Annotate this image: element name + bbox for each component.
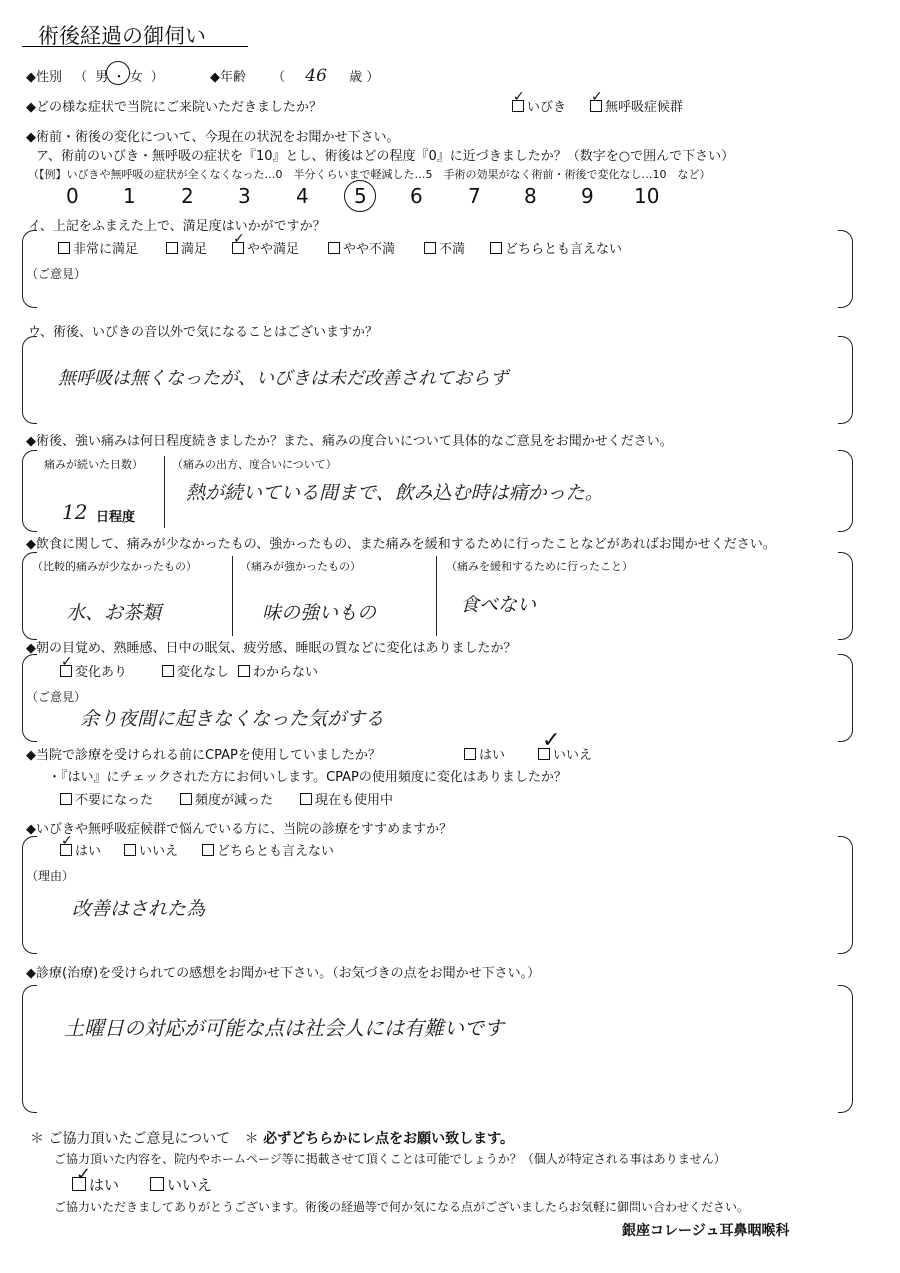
recommend-bracket-left	[22, 836, 37, 954]
age-label: ◆年齢	[210, 70, 246, 85]
pain-detail-label: （痛みの出方、度合いについて）	[172, 458, 337, 471]
age-close: ）	[366, 70, 380, 85]
age-unit: 歳	[349, 70, 363, 85]
sex-close: ）	[150, 70, 164, 85]
scale-9[interactable]: 9	[581, 184, 594, 208]
consent-bold-note: 必ずどちらかにレ点をお願い致します。	[263, 1131, 514, 1147]
satisfaction-option-5[interactable]: どちらとも言えない	[490, 238, 622, 257]
check-mark-snoring: ✓	[513, 89, 525, 105]
male-circle-mark	[106, 61, 130, 85]
food-col1-answer[interactable]: 水、お茶類	[66, 602, 162, 624]
cpap-sub-option-0[interactable]: 不要になった	[60, 789, 153, 808]
symptom-question: ◆どの様な症状で当院にご来院いただきましたか？	[26, 100, 322, 115]
recommend-option-0[interactable]: はい	[60, 840, 101, 859]
check-mark-sleep: ✓	[61, 654, 73, 670]
impression-question: ◆診療(治療)を受けられての感想をお聞かせ下さい。（お気づきの点をお聞かせ下さい。）	[26, 966, 541, 981]
check-mark-consent: ✓	[76, 1164, 92, 1185]
pain-days-value[interactable]: 12	[62, 500, 88, 524]
recommend-reason-label: （理由）	[26, 869, 75, 883]
sex-open: （	[74, 70, 88, 85]
thanks-text: ご協力いただきましてありがとうございます。術後の経過等で何か気になる点がございましたらお気軽に御問い合わせください。	[54, 1200, 750, 1214]
cpap-question: ◆当院で診療を受けられる前にCPAPを使用していましたか？	[26, 748, 381, 763]
check-mark-apnea: ✓	[591, 89, 603, 105]
satisfaction-option-0[interactable]: 非常に満足	[58, 238, 138, 257]
satisfaction-option-3[interactable]: やや不満	[328, 238, 395, 257]
recommend-question: ◆いびきや無呼吸症候群で悩んでいる方に、当院の診療をすすめますか？	[26, 822, 453, 837]
impression-bracket-right	[838, 985, 853, 1113]
apnea-label: 無呼吸症候群	[605, 100, 684, 115]
impression-answer[interactable]: 土曜日の対応が可能な点は社会人には有難いです	[64, 1016, 504, 1040]
cpap-sub-option-1[interactable]: 頻度が減った	[180, 789, 273, 808]
cpap-sub-option-2[interactable]: 現在も使用中	[300, 789, 393, 808]
scale-1[interactable]: 1	[123, 184, 136, 208]
pain-days-label: 痛みが続いた日数）	[44, 458, 143, 471]
cpap-sub-question: ・『はい』にチェックされた方にお伺いします。CPAPの使用頻度に変化はありましたか？	[48, 770, 567, 785]
satisfaction-option-4[interactable]: 不満	[424, 238, 465, 257]
food-col3-answer[interactable]: 食べない	[460, 594, 537, 616]
sleep-option-0[interactable]: 変化あり	[60, 661, 127, 680]
consent-star-1: ＊	[30, 1131, 44, 1147]
sleep-answer[interactable]: 余り夜間に起きなくなった気がする	[80, 708, 385, 730]
scale-4[interactable]: 4	[296, 184, 309, 208]
check-mark-cpap-no: ✓	[542, 728, 561, 753]
food-question: ◆飲食に関して、痛みが少なかったもの、強かったもの、また痛みを緩和するために行ったことなどがあればお聞かせください。	[26, 537, 776, 552]
symptom-option-apnea[interactable]	[590, 96, 683, 115]
scale-2[interactable]: 2	[181, 184, 194, 208]
consent-heading-row	[30, 1128, 514, 1148]
consent-option-yes[interactable]: はい	[72, 1174, 119, 1195]
scale-selected-circle	[344, 180, 376, 212]
pain-question: ◆術後、強い痛みは何日程度続きましたか？また、痛みの度合いについて具体的なご意見をお聞かせください。	[26, 434, 673, 449]
food-bracket-right	[838, 552, 853, 640]
recommend-option-2[interactable]: どちらとも言えない	[202, 840, 334, 859]
food-col1-label: （比較的痛みが少なかったもの）	[32, 560, 197, 573]
age-row	[210, 66, 379, 86]
satisfaction-option-2[interactable]: やや満足	[232, 238, 299, 257]
other-bracket-left	[22, 336, 37, 424]
scale-0[interactable]: 0	[66, 184, 79, 208]
age-value[interactable]: 46	[305, 66, 327, 86]
page-title: 術後経過の御伺い	[38, 24, 206, 48]
consent-question: ご協力頂いた内容を、院内やホームページ等に掲載させて頂くことは可能でしょうか？（個人が特定される事はありません）	[54, 1152, 726, 1166]
other-bracket-right	[838, 336, 853, 424]
scale-3[interactable]: 3	[238, 184, 251, 208]
sleep-bracket-right	[838, 654, 853, 742]
pain-divider	[164, 456, 165, 528]
sex-label: ◆性別	[26, 70, 62, 85]
satisfaction-bracket-right	[838, 230, 853, 308]
check-mark-recommend: ✓	[61, 833, 73, 849]
consent-heading: ご協力頂いたご意見について	[48, 1131, 231, 1147]
other-question: ウ、術後、いびきの音以外で気になることはございますか？	[28, 325, 378, 340]
sleep-option-2[interactable]: わからない	[238, 661, 318, 680]
cpap-option-yes[interactable]: はい	[464, 744, 505, 763]
recommend-answer[interactable]: 改善はされた為	[72, 898, 206, 920]
pain-days-unit: 日程度	[96, 510, 136, 525]
sleep-opinion-label: （ご意見）	[26, 690, 87, 704]
pain-detail-answer[interactable]: 熱が続いている間まで、飲み込む時は痛かった。	[186, 482, 604, 504]
title-underline	[22, 46, 248, 47]
food-divider-2	[436, 556, 437, 636]
sex-row	[26, 66, 164, 85]
scale-6[interactable]: 6	[410, 184, 423, 208]
change-heading: ◆術前・術後の変化について、今現在の状況をお聞かせ下さい。	[26, 130, 400, 145]
food-col2-answer[interactable]: 味の強いもの	[262, 602, 377, 624]
scale-7[interactable]: 7	[468, 184, 481, 208]
scale-10[interactable]: 10	[634, 184, 660, 208]
satisfaction-option-1[interactable]: 満足	[166, 238, 207, 257]
change-example: （【例】いびきや無呼吸の症状が全くなくなった…0 半分くらいまで軽減した…5 手術の効果がなく術前・術後で変化なし…10 など）	[28, 168, 711, 181]
sleep-question: ◆朝の目覚め、熟睡感、日中の眠気、疲労感、睡眠の質などに変化はありましたか？	[26, 641, 517, 656]
clinic-name: 銀座コレージュ耳鼻咽喉科	[622, 1223, 790, 1239]
food-col2-label: （痛みが強かったもの）	[240, 560, 361, 573]
pain-bracket-left	[22, 450, 37, 532]
change-question-a: ア、術前のいびき・無呼吸の症状を『10』とし、術後はどの程度『0』に近づきましたか？（数字を○で囲んで下さい）	[36, 149, 735, 164]
scale-8[interactable]: 8	[524, 184, 537, 208]
satisfaction-question: イ、上記をふまえた上で、満足度はいかがですか？	[28, 219, 326, 234]
impression-bracket-left	[22, 985, 37, 1113]
pain-bracket-right	[838, 450, 853, 532]
satisfaction-opinion-label: （ご意見）	[26, 267, 87, 281]
sleep-option-1[interactable]: 変化なし	[162, 661, 229, 680]
consent-option-no[interactable]: いいえ	[150, 1174, 212, 1195]
recommend-bracket-right	[838, 836, 853, 954]
sex-dot: ・	[112, 70, 126, 85]
other-answer[interactable]: 無呼吸は無くなったが、いびきは未だ改善されておらず	[58, 368, 508, 389]
food-col3-label: （痛みを緩和するために行ったこと）	[446, 560, 633, 573]
cpap-option-no[interactable]: いいえ	[538, 744, 592, 763]
scale-5[interactable]: 5	[354, 184, 367, 208]
consent-star-2: ＊	[244, 1131, 259, 1147]
food-divider-1	[232, 556, 233, 636]
sex-option-female[interactable]: 女	[129, 70, 143, 85]
sex-option-male[interactable]: 男	[95, 70, 109, 85]
recommend-option-1[interactable]: いいえ	[124, 840, 178, 859]
snoring-label: いびき	[527, 100, 567, 115]
check-mark-satisfaction: ✓	[233, 231, 245, 247]
age-open: （	[272, 70, 286, 85]
